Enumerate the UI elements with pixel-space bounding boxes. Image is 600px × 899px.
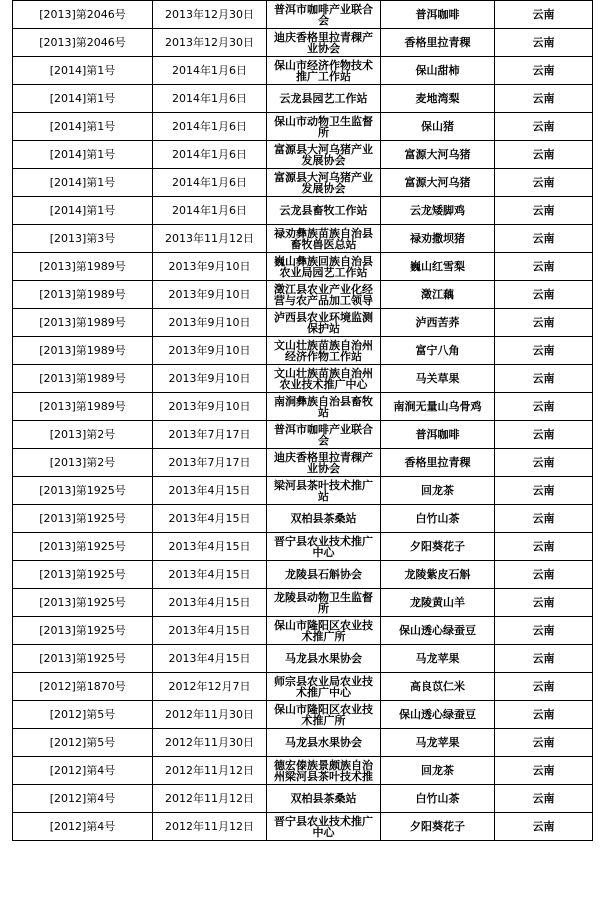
table-row — [13, 337, 593, 365]
applicant-org-cell: 禄劝彝族苗族自治县畜牧兽医总站 — [267, 225, 381, 253]
approval-date-cell: 2013年4月15日 — [153, 533, 267, 561]
product-name-cell: 香格里拉青稞 — [381, 449, 495, 477]
announcement-number-cell: [2012]第5号 — [13, 701, 153, 729]
approval-date-cell: 2013年12月30日 — [153, 29, 267, 57]
applicant-org-cell: 富源县大河乌猪产业发展协会 — [267, 141, 381, 169]
product-name-cell: 回龙茶 — [381, 477, 495, 505]
applicant-org-cell: 双柏县茶桑站 — [267, 785, 381, 813]
product-name-cell: 禄劝撒坝猪 — [381, 225, 495, 253]
applicant-org-cell: 马龙县水果协会 — [267, 729, 381, 757]
region-cell: 云南 — [495, 673, 593, 701]
region-cell: 云南 — [495, 757, 593, 785]
region-cell: 云南 — [495, 729, 593, 757]
region-cell: 云南 — [495, 281, 593, 309]
approval-date-cell: 2012年11月30日 — [153, 729, 267, 757]
region-cell: 云南 — [495, 505, 593, 533]
applicant-org-cell: 普洱市咖啡产业联合会 — [267, 421, 381, 449]
announcement-number-cell: [2013]第1925号 — [13, 505, 153, 533]
region-cell: 云南 — [495, 589, 593, 617]
announcement-number-cell: [2014]第1号 — [13, 113, 153, 141]
region-cell: 云南 — [495, 253, 593, 281]
applicant-org-cell: 泸西县农业环境监测保护站 — [267, 309, 381, 337]
applicant-org-cell: 巍山彝族回族自治县农业局园艺工作站 — [267, 253, 381, 281]
announcement-number-cell: [2013]第1925号 — [13, 617, 153, 645]
product-name-cell: 香格里拉青稞 — [381, 29, 495, 57]
applicant-org-cell: 保山市隆阳区农业技术推广所 — [267, 701, 381, 729]
applicant-org-cell: 双柏县茶桑站 — [267, 505, 381, 533]
announcement-number-cell: [2012]第5号 — [13, 729, 153, 757]
product-name-cell: 保山透心绿蚕豆 — [381, 617, 495, 645]
region-cell: 云南 — [495, 29, 593, 57]
announcement-number-cell: [2013]第2号 — [13, 421, 153, 449]
approval-date-cell: 2013年4月15日 — [153, 477, 267, 505]
region-cell: 云南 — [495, 533, 593, 561]
approval-date-cell: 2013年9月10日 — [153, 393, 267, 421]
approval-date-cell: 2013年11月12日 — [153, 225, 267, 253]
table-row — [13, 617, 593, 645]
region-cell: 云南 — [495, 1, 593, 29]
product-name-cell: 马关草果 — [381, 365, 495, 393]
announcement-number-cell: [2014]第1号 — [13, 85, 153, 113]
region-cell: 云南 — [495, 813, 593, 841]
region-cell: 云南 — [495, 449, 593, 477]
table-row — [13, 421, 593, 449]
approval-date-cell: 2013年7月17日 — [153, 449, 267, 477]
applicant-org-cell: 保山市经济作物技术推广工作站 — [267, 57, 381, 85]
product-name-cell: 夕阳葵花子 — [381, 533, 495, 561]
approval-date-cell: 2014年1月6日 — [153, 113, 267, 141]
applicant-org-cell: 德宏傣族景颇族自治州梁河县茶叶技术推 — [267, 757, 381, 785]
approval-date-cell: 2013年4月15日 — [153, 589, 267, 617]
table-row — [13, 449, 593, 477]
approval-date-cell: 2013年9月10日 — [153, 253, 267, 281]
table-row — [13, 309, 593, 337]
announcement-number-cell: [2013]第1989号 — [13, 281, 153, 309]
announcement-number-cell: [2013]第1989号 — [13, 309, 153, 337]
product-name-cell: 高良苡仁米 — [381, 673, 495, 701]
announcement-number-cell: [2013]第1925号 — [13, 645, 153, 673]
approval-date-cell: 2013年4月15日 — [153, 561, 267, 589]
approval-date-cell: 2013年9月10日 — [153, 365, 267, 393]
registration-table — [12, 0, 593, 841]
region-cell: 云南 — [495, 197, 593, 225]
approval-date-cell: 2014年1月6日 — [153, 197, 267, 225]
product-name-cell: 保山甜柿 — [381, 57, 495, 85]
applicant-org-cell: 梁河县茶叶技术推广站 — [267, 477, 381, 505]
region-cell: 云南 — [495, 617, 593, 645]
product-name-cell: 富源大河乌猪 — [381, 169, 495, 197]
product-name-cell: 普洱咖啡 — [381, 421, 495, 449]
announcement-number-cell: [2013]第1925号 — [13, 589, 153, 617]
region-cell: 云南 — [495, 785, 593, 813]
applicant-org-cell: 龙陵县动物卫生监督所 — [267, 589, 381, 617]
product-name-cell: 回龙茶 — [381, 757, 495, 785]
approval-date-cell: 2013年9月10日 — [153, 337, 267, 365]
approval-date-cell: 2013年4月15日 — [153, 505, 267, 533]
table-row — [13, 169, 593, 197]
region-cell: 云南 — [495, 141, 593, 169]
approval-date-cell: 2012年11月30日 — [153, 701, 267, 729]
applicant-org-cell: 澂江县农业产业化经营与农产品加工领导 — [267, 281, 381, 309]
announcement-number-cell: [2013]第2号 — [13, 449, 153, 477]
table-row — [13, 505, 593, 533]
announcement-number-cell: [2012]第4号 — [13, 813, 153, 841]
product-name-cell: 普洱咖啡 — [381, 1, 495, 29]
approval-date-cell: 2013年9月10日 — [153, 281, 267, 309]
announcement-number-cell: [2013]第1989号 — [13, 393, 153, 421]
product-name-cell: 马龙苹果 — [381, 645, 495, 673]
table-row — [13, 253, 593, 281]
product-name-cell: 澂江藕 — [381, 281, 495, 309]
applicant-org-cell: 龙陵县石斛协会 — [267, 561, 381, 589]
table-row — [13, 85, 593, 113]
region-cell: 云南 — [495, 393, 593, 421]
product-name-cell: 泸西苦荞 — [381, 309, 495, 337]
approval-date-cell: 2013年9月10日 — [153, 309, 267, 337]
product-name-cell: 马龙苹果 — [381, 729, 495, 757]
table-row — [13, 729, 593, 757]
announcement-number-cell: [2013]第1989号 — [13, 253, 153, 281]
announcement-number-cell: [2014]第1号 — [13, 169, 153, 197]
table-row — [13, 113, 593, 141]
announcement-number-cell: [2012]第4号 — [13, 757, 153, 785]
product-name-cell: 保山猪 — [381, 113, 495, 141]
product-name-cell: 龙陵紫皮石斛 — [381, 561, 495, 589]
applicant-org-cell: 保山市隆阳区农业技术推广所 — [267, 617, 381, 645]
approval-date-cell: 2014年1月6日 — [153, 57, 267, 85]
approval-date-cell: 2014年1月6日 — [153, 169, 267, 197]
product-name-cell: 麦地湾梨 — [381, 85, 495, 113]
table-row — [13, 365, 593, 393]
approval-date-cell: 2013年7月17日 — [153, 421, 267, 449]
approval-date-cell: 2013年12月30日 — [153, 1, 267, 29]
product-name-cell: 富源大河乌猪 — [381, 141, 495, 169]
announcement-number-cell: [2013]第1925号 — [13, 561, 153, 589]
announcement-number-cell: [2013]第2046号 — [13, 1, 153, 29]
table-row — [13, 785, 593, 813]
region-cell: 云南 — [495, 561, 593, 589]
announcement-number-cell: [2012]第1870号 — [13, 673, 153, 701]
applicant-org-cell: 文山壮族苗族自治州农业技术推广中心 — [267, 365, 381, 393]
table-row — [13, 757, 593, 785]
announcement-number-cell: [2013]第1925号 — [13, 477, 153, 505]
announcement-number-cell: [2013]第1989号 — [13, 337, 153, 365]
applicant-org-cell: 普洱市咖啡产业联合会 — [267, 1, 381, 29]
table-row — [13, 1, 593, 29]
table-row — [13, 197, 593, 225]
approval-date-cell: 2012年11月12日 — [153, 813, 267, 841]
product-name-cell: 保山透心绿蚕豆 — [381, 701, 495, 729]
region-cell: 云南 — [495, 337, 593, 365]
applicant-org-cell: 晋宁县农业技术推广中心 — [267, 813, 381, 841]
table-row — [13, 673, 593, 701]
table-row — [13, 225, 593, 253]
product-name-cell: 云龙矮脚鸡 — [381, 197, 495, 225]
approval-date-cell: 2014年1月6日 — [153, 141, 267, 169]
table-row — [13, 281, 593, 309]
applicant-org-cell: 迪庆香格里拉青稞产业协会 — [267, 29, 381, 57]
product-name-cell: 白竹山茶 — [381, 505, 495, 533]
applicant-org-cell: 南涧彝族自治县畜牧站 — [267, 393, 381, 421]
applicant-org-cell: 富源县大河乌猪产业发展协会 — [267, 169, 381, 197]
table-row — [13, 561, 593, 589]
table-row — [13, 533, 593, 561]
product-name-cell: 白竹山茶 — [381, 785, 495, 813]
region-cell: 云南 — [495, 169, 593, 197]
region-cell: 云南 — [495, 477, 593, 505]
product-name-cell: 夕阳葵花子 — [381, 813, 495, 841]
announcement-number-cell: [2013]第1989号 — [13, 365, 153, 393]
region-cell: 云南 — [495, 225, 593, 253]
applicant-org-cell: 迪庆香格里拉青稞产业协会 — [267, 449, 381, 477]
applicant-org-cell: 晋宁县农业技术推广中心 — [267, 533, 381, 561]
table-row — [13, 645, 593, 673]
product-name-cell: 巍山红雪梨 — [381, 253, 495, 281]
product-name-cell: 龙陵黄山羊 — [381, 589, 495, 617]
product-name-cell: 南涧无量山乌骨鸡 — [381, 393, 495, 421]
approval-date-cell: 2012年11月12日 — [153, 757, 267, 785]
approval-date-cell: 2014年1月6日 — [153, 85, 267, 113]
applicant-org-cell: 保山市动物卫生监督所 — [267, 113, 381, 141]
region-cell: 云南 — [495, 421, 593, 449]
announcement-number-cell: [2014]第1号 — [13, 141, 153, 169]
applicant-org-cell: 文山壮族苗族自治州经济作物工作站 — [267, 337, 381, 365]
region-cell: 云南 — [495, 57, 593, 85]
applicant-org-cell: 云龙县园艺工作站 — [267, 85, 381, 113]
announcement-number-cell: [2012]第4号 — [13, 785, 153, 813]
table-row — [13, 813, 593, 841]
approval-date-cell: 2012年12月7日 — [153, 673, 267, 701]
announcement-number-cell: [2013]第3号 — [13, 225, 153, 253]
table-row — [13, 393, 593, 421]
table-row — [13, 589, 593, 617]
region-cell: 云南 — [495, 85, 593, 113]
region-cell: 云南 — [495, 701, 593, 729]
region-cell: 云南 — [495, 645, 593, 673]
table-body — [13, 1, 593, 841]
region-cell: 云南 — [495, 309, 593, 337]
table-row — [13, 29, 593, 57]
approval-date-cell: 2012年11月12日 — [153, 785, 267, 813]
applicant-org-cell: 马龙县水果协会 — [267, 645, 381, 673]
table-row — [13, 57, 593, 85]
region-cell: 云南 — [495, 113, 593, 141]
approval-date-cell: 2013年4月15日 — [153, 645, 267, 673]
announcement-number-cell: [2013]第1925号 — [13, 533, 153, 561]
table-row — [13, 477, 593, 505]
announcement-number-cell: [2014]第1号 — [13, 197, 153, 225]
region-cell: 云南 — [495, 365, 593, 393]
applicant-org-cell: 师宗县农业局农业技术推广中心 — [267, 673, 381, 701]
announcement-number-cell: [2013]第2046号 — [13, 29, 153, 57]
applicant-org-cell: 云龙县畜牧工作站 — [267, 197, 381, 225]
table-row — [13, 141, 593, 169]
table-row — [13, 701, 593, 729]
approval-date-cell: 2013年4月15日 — [153, 617, 267, 645]
announcement-number-cell: [2014]第1号 — [13, 57, 153, 85]
product-name-cell: 富宁八角 — [381, 337, 495, 365]
